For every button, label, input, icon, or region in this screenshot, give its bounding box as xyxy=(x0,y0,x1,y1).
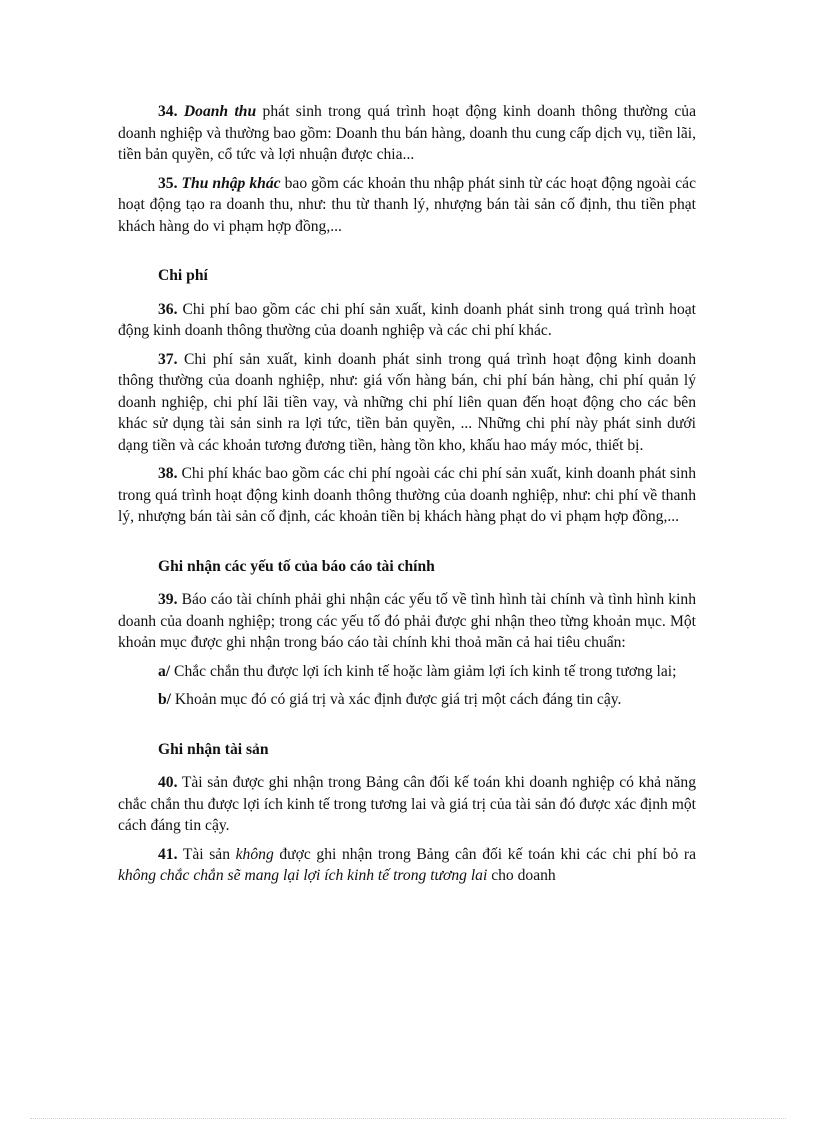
paragraph-number: 41. xyxy=(158,845,178,863)
paragraph-text: Báo cáo tài chính phải ghi nhận các yếu tố về tình hình tài chính và tình hình kinh doanh của doanh nghiệp; trong các yếu tố đó phải được ghi nhận theo từng khoản mục. Một khoản mục được ghi nhận trong báo cáo tài chính khi thoả mãn cả hai tiêu chuẩn: xyxy=(118,591,696,651)
paragraph-number: 35. xyxy=(158,174,178,192)
paragraph-text: Chi phí bao gồm các chi phí sản xuất, kinh doanh phát sinh trong quá trình hoạt động kinh doanh thông thường của doanh nghiệp và các chi phí khác. xyxy=(118,300,696,339)
italic-emphasis: không chắc chắn sẽ mang lại lợi ích kinh tế trong tương lai xyxy=(118,867,488,884)
paragraph-38 xyxy=(118,463,696,528)
paragraph-35 xyxy=(118,173,696,238)
page-bottom-rule xyxy=(30,1118,786,1119)
paragraph-36 xyxy=(118,299,696,342)
paragraph-text: phát sinh trong quá trình hoạt động kinh doanh thông thường của doanh nghiệp và thường bao gồm: Doanh thu bán hàng, doanh thu cung cấp dịch vụ, tiền lãi, tiền bản quyền, cổ tức và lợi nhuận được chia... xyxy=(118,103,697,163)
paragraph-text: cho doanh xyxy=(487,867,556,884)
criterion-label: b/ xyxy=(158,691,172,708)
criterion-b xyxy=(118,689,696,711)
criterion-text: Chắc chắn thu được lợi ích kinh tế hoặc làm giảm lợi ích kinh tế trong tương lai; xyxy=(170,662,677,680)
heading-ghi-nhan-tai-san: Ghi nhận tài sản xyxy=(158,740,269,758)
criterion-text: Khoản mục đó có giá trị và xác định được giá trị một cách đáng tin cậy. xyxy=(171,691,622,708)
paragraph-number: 36. xyxy=(158,300,178,318)
paragraph-text: Chi phí khác bao gồm các chi phí ngoài các chi phí sản xuất, kinh doanh phát sinh trong quá trình hoạt động kinh doanh thông thường của doanh nghiệp, như: chi phí về thanh lý, nhượng bán tài sản cố định, các khoản tiền bị khách hàng phạt do vi phạm hợp đồng,... xyxy=(118,465,696,525)
paragraph-number: 39. xyxy=(158,591,178,608)
paragraph-text: được ghi nhận trong Bảng cân đối kế toán khi các chi phí bỏ ra xyxy=(273,845,696,863)
paragraph-text: Tài sản được ghi nhận trong Bảng cân đối kế toán khi doanh nghiệp có khả năng chắc chắn thu được lợi ích kinh tế trong tương lai và giá trị của tài sản đó được xác định một cách đáng tin cậy. xyxy=(118,774,696,834)
paragraph-number: 34. xyxy=(158,103,178,120)
paragraph-number: 40. xyxy=(158,774,178,791)
criterion-a xyxy=(118,661,696,683)
paragraph-text: Tài sản xyxy=(177,845,236,863)
term-doanh-thu: Doanh thu xyxy=(183,103,257,120)
criterion-label: a/ xyxy=(158,662,171,680)
page-content xyxy=(118,101,696,894)
italic-emphasis: không xyxy=(235,845,274,863)
paragraph-37 xyxy=(118,349,696,457)
paragraph-39 xyxy=(118,589,696,654)
paragraph-text: Chi phí sản xuất, kinh doanh phát sinh trong quá trình hoạt động kinh doanh thông thường của doanh nghiệp, như: giá vốn hàng bán, chi phí bán hàng, chi phí quản lý doanh nghiệp, chi phí lãi tiền vay, và những chi phí liên quan đến hoạt động cho các bên khác sử dụng tài sản sinh ra lợi tức, tiền bản quyền, ... Những chi phí này phát sinh dưới dạng tiền và các khoản tương đương tiền, hàng tồn kho, khấu hao máy móc, thiết bị. xyxy=(118,350,696,454)
paragraph-number: 37. xyxy=(158,350,178,368)
term-thu-nhap-khac: Thu nhập khác xyxy=(181,174,281,192)
heading-chi-phi: Chi phí xyxy=(158,267,208,284)
heading-ghi-nhan-yeu-to: Ghi nhận các yếu tố của báo cáo tài chính xyxy=(158,557,435,575)
paragraph-40 xyxy=(118,772,696,837)
paragraph-text: bao gồm các khoản thu nhập phát sinh từ các hoạt động ngoài các hoạt động tạo ra doanh thu, như: thu từ thanh lý, nhượng bán tài sản cố định, thu tiền phạt khách hàng do vi phạm hợp đồng,... xyxy=(118,174,697,235)
paragraph-34 xyxy=(118,101,696,166)
paragraph-number: 38. xyxy=(158,465,178,482)
paragraph-41 xyxy=(118,844,696,887)
